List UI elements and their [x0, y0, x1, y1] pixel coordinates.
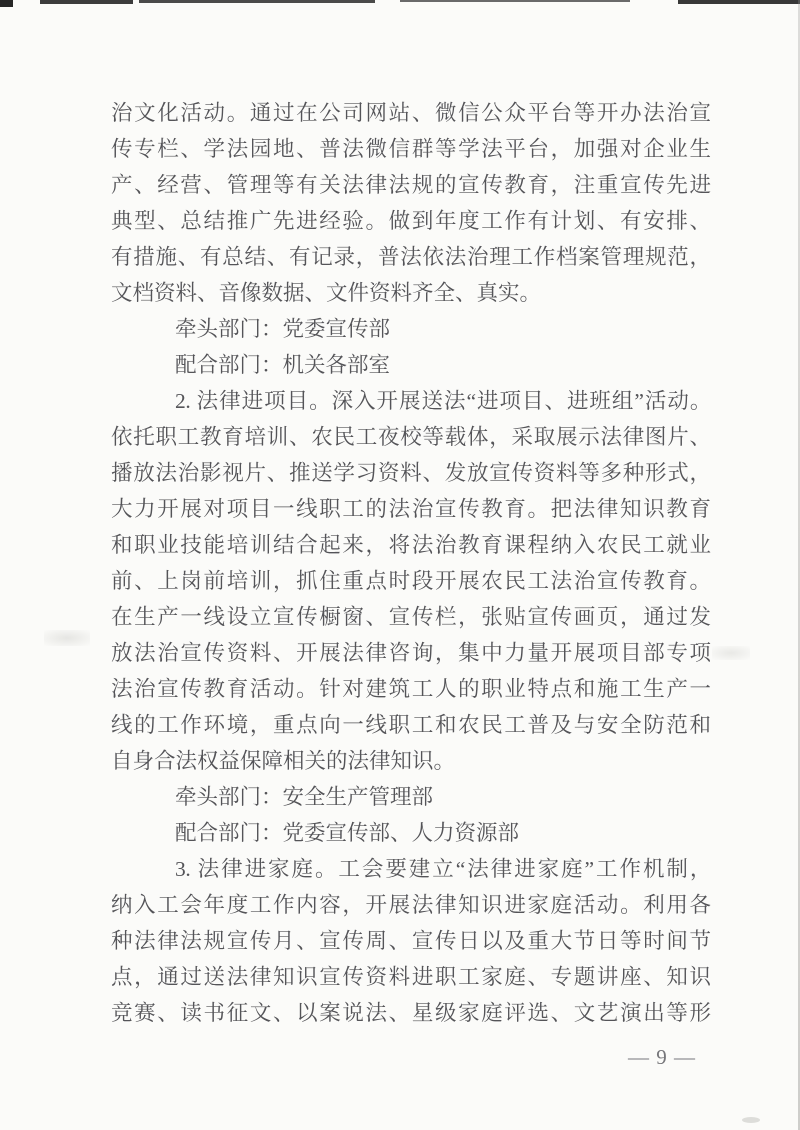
body-text-line: 传专栏、学法园地、普法微信群等学法平台，加强对企业生	[111, 137, 711, 161]
body-text-line: 自身合法权益保障相关的法律知识。	[111, 749, 456, 773]
body-text-line: 前、上岗前培训，抓住重点时段开展农民工法治宣传教育。	[111, 569, 711, 593]
body-text-line: 大力开展对项目一线职工的法治宣传教育。把法律知识教育	[111, 497, 711, 521]
body-text-line: 文档资料、音像数据、文件资料齐全、真实。	[111, 281, 542, 305]
body-text-line: 产、经营、管理等有关法律法规的宣传教育，注重宣传先进	[111, 173, 711, 197]
body-text-line: 纳入工会年度工作内容，开展法律知识进家庭活动。利用各	[111, 893, 711, 917]
scan-artifact-top-edge	[678, 0, 800, 4]
paper-smudge	[742, 1117, 760, 1123]
body-text-line: 种法律法规宣传月、宣传周、宣传日以及重大节日等时间节	[111, 929, 711, 953]
support-department-line: 配合部门：机关各部室	[175, 353, 391, 377]
lead-department-line: 牵头部门：安全生产管理部	[175, 785, 434, 809]
document-text-block	[111, 95, 711, 1031]
body-text-line: 治文化活动。通过在公司网站、微信公众平台等开办法治宣	[111, 101, 711, 125]
scan-artifact-top-edge	[40, 0, 133, 4]
lead-department-line: 牵头部门：党委宣传部	[175, 317, 391, 341]
body-text-line: 线的工作环境，重点向一线职工和农民工普及与安全防范和	[111, 713, 711, 737]
body-text-line: 放法治宣传资料、开展法律咨询，集中力量开展项目部专项	[111, 641, 711, 665]
paper-smudge	[44, 630, 90, 646]
page-number: — 9 —	[628, 1045, 696, 1069]
body-text-line: 典型、总结推广先进经验。做到年度工作有计划、有安排、	[111, 209, 711, 233]
scan-artifact-top-edge	[400, 0, 630, 2]
item-2-heading-line: 2. 法律进项目。深入开展送法“进项目、进班组”活动。	[175, 389, 711, 413]
body-text-line: 在生产一线设立宣传橱窗、宣传栏，张贴宣传画页，通过发	[111, 605, 711, 629]
body-text-line: 法治宣传教育活动。针对建筑工人的职业特点和施工生产一	[111, 677, 711, 701]
body-text-line: 有措施、有总结、有记录，普法依法治理工作档案管理规范，	[111, 245, 711, 269]
body-text-line: 依托职工教育培训、农民工夜校等载体，采取展示法律图片、	[111, 425, 711, 449]
body-text-line: 和职业技能培训结合起来，将法治教育课程纳入农民工就业	[111, 533, 711, 557]
body-text-line: 点，通过送法律知识宣传资料进职工家庭、专题讲座、知识	[111, 965, 711, 989]
scan-artifact-top-edge	[0, 0, 13, 7]
item-3-heading-line: 3. 法律进家庭。工会要建立“法律进家庭”工作机制，	[175, 857, 711, 881]
body-text-line: 竞赛、读书征文、以案说法、星级家庭评选、文艺演出等形	[111, 1001, 711, 1025]
body-text-line: 播放法治影视片、推送学习资料、发放宣传资料等多种形式，	[111, 461, 711, 485]
paper-smudge	[712, 646, 750, 660]
support-department-line: 配合部门：党委宣传部、人力资源部	[175, 821, 520, 845]
scan-artifact-top-edge	[139, 0, 375, 3]
